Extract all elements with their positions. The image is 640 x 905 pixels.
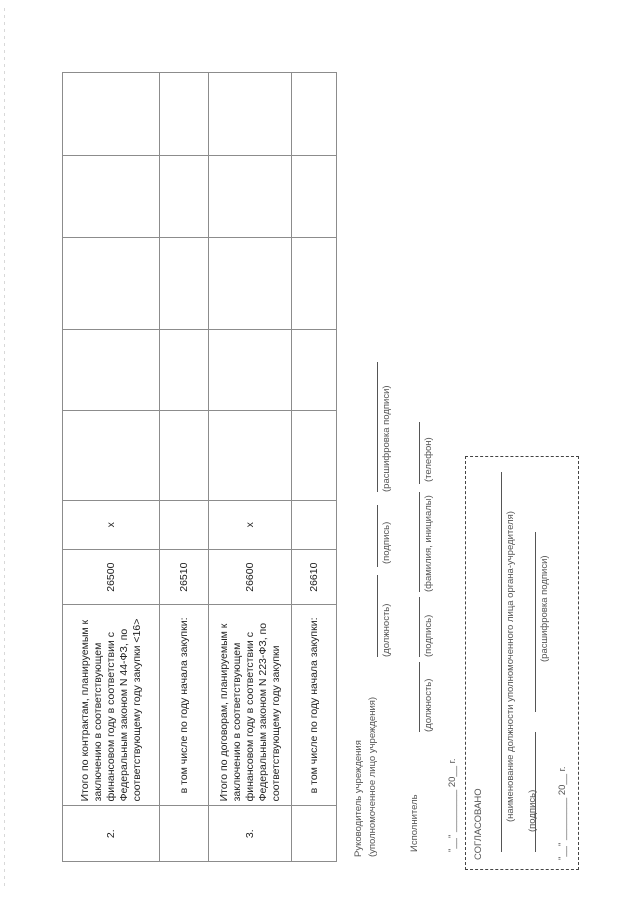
executor-phone-caption: (телефон) [423, 437, 434, 482]
signature-block [347, 22, 640, 862]
table-cell [292, 73, 337, 156]
executor-signature-line [419, 597, 420, 657]
table-row [160, 73, 209, 862]
table-cell [160, 73, 209, 156]
position-caption: (должность) [381, 603, 392, 657]
row-mark: x [209, 500, 292, 549]
table-cell [292, 237, 337, 329]
executor-fio-caption: (фамилия, инициалы) [423, 495, 434, 592]
executor-position-line [419, 662, 420, 732]
head-sub-label: (уполномоченное лицо учреждения) [367, 696, 378, 857]
table-cell [160, 329, 209, 410]
agreed-signature-caption: (подпись) [527, 789, 538, 832]
agreed-decoding-caption: (расшифровка подписи) [539, 555, 550, 662]
row-code: 26610 [292, 549, 337, 605]
purchases-table [62, 72, 337, 862]
table-cell [63, 410, 160, 500]
row-number [292, 806, 337, 862]
decoding-line [377, 362, 378, 492]
row-number: 2. [63, 806, 160, 862]
agreed-position-caption: (наименование должности уполномоченного лица органа-учредителя) [505, 511, 516, 822]
table-row [292, 73, 337, 862]
row-description: в том числе по году начала закупки: [160, 605, 209, 806]
table-cell [209, 73, 292, 156]
table-cell [209, 329, 292, 410]
table-cell [160, 156, 209, 237]
form-page [62, 22, 640, 862]
executor-fio-line [419, 492, 420, 592]
agreed-decoding-line [535, 532, 536, 712]
table-cell [63, 73, 160, 156]
table-row [63, 73, 160, 862]
executor-label: Исполнитель [409, 794, 420, 852]
executor-position-caption: (должность) [423, 678, 434, 732]
row-number: 3. [209, 806, 292, 862]
signature-line [377, 505, 378, 567]
table-cell [63, 237, 160, 329]
executor-signature-caption: (подпись) [423, 614, 434, 657]
table-cell [160, 410, 209, 500]
row-code: 26600 [209, 549, 292, 605]
position-line [377, 575, 378, 657]
row-description: Итого по контрактам, планируемым к заключению в соответствующем финансовом году в соответствии с Федеральным законом N 44-ФЗ, по соответствующему году закупки <16> [63, 605, 160, 806]
agreed-label: СОГЛАСОВАНО [473, 788, 484, 860]
table-cell [292, 329, 337, 410]
table-cell [209, 156, 292, 237]
row-description: в том числе по году начала закупки: [292, 605, 337, 806]
table-cell [209, 237, 292, 329]
signature-caption: (подпись) [381, 521, 392, 564]
table-cell [63, 329, 160, 410]
table-cell [160, 237, 209, 329]
decoding-caption: (расшифровка подписи) [381, 385, 392, 492]
row-description: Итого по договорам, планируемым к заключению в соответствующем финансовом году в соответствии с Федеральным законом N 223-ФЗ, по соответствующему году закупки [209, 605, 292, 806]
row-mark [160, 500, 209, 549]
table-cell [63, 156, 160, 237]
executor-phone-line [419, 422, 420, 484]
row-mark: x [63, 500, 160, 549]
date-line: "__" ________ 20__ г. [447, 758, 458, 852]
row-code: 26500 [63, 549, 160, 605]
row-number [160, 806, 209, 862]
head-label: Руководитель учреждения [353, 740, 364, 857]
agreed-date-line: "__" ________ 20__ г. [557, 766, 568, 860]
row-mark [292, 500, 337, 549]
table-cell [292, 410, 337, 500]
agreed-position-line [501, 472, 502, 852]
table-cell [209, 410, 292, 500]
page-edge-marks [4, 8, 5, 888]
table-row [209, 73, 292, 862]
table-cell [292, 156, 337, 237]
row-code: 26510 [160, 549, 209, 605]
